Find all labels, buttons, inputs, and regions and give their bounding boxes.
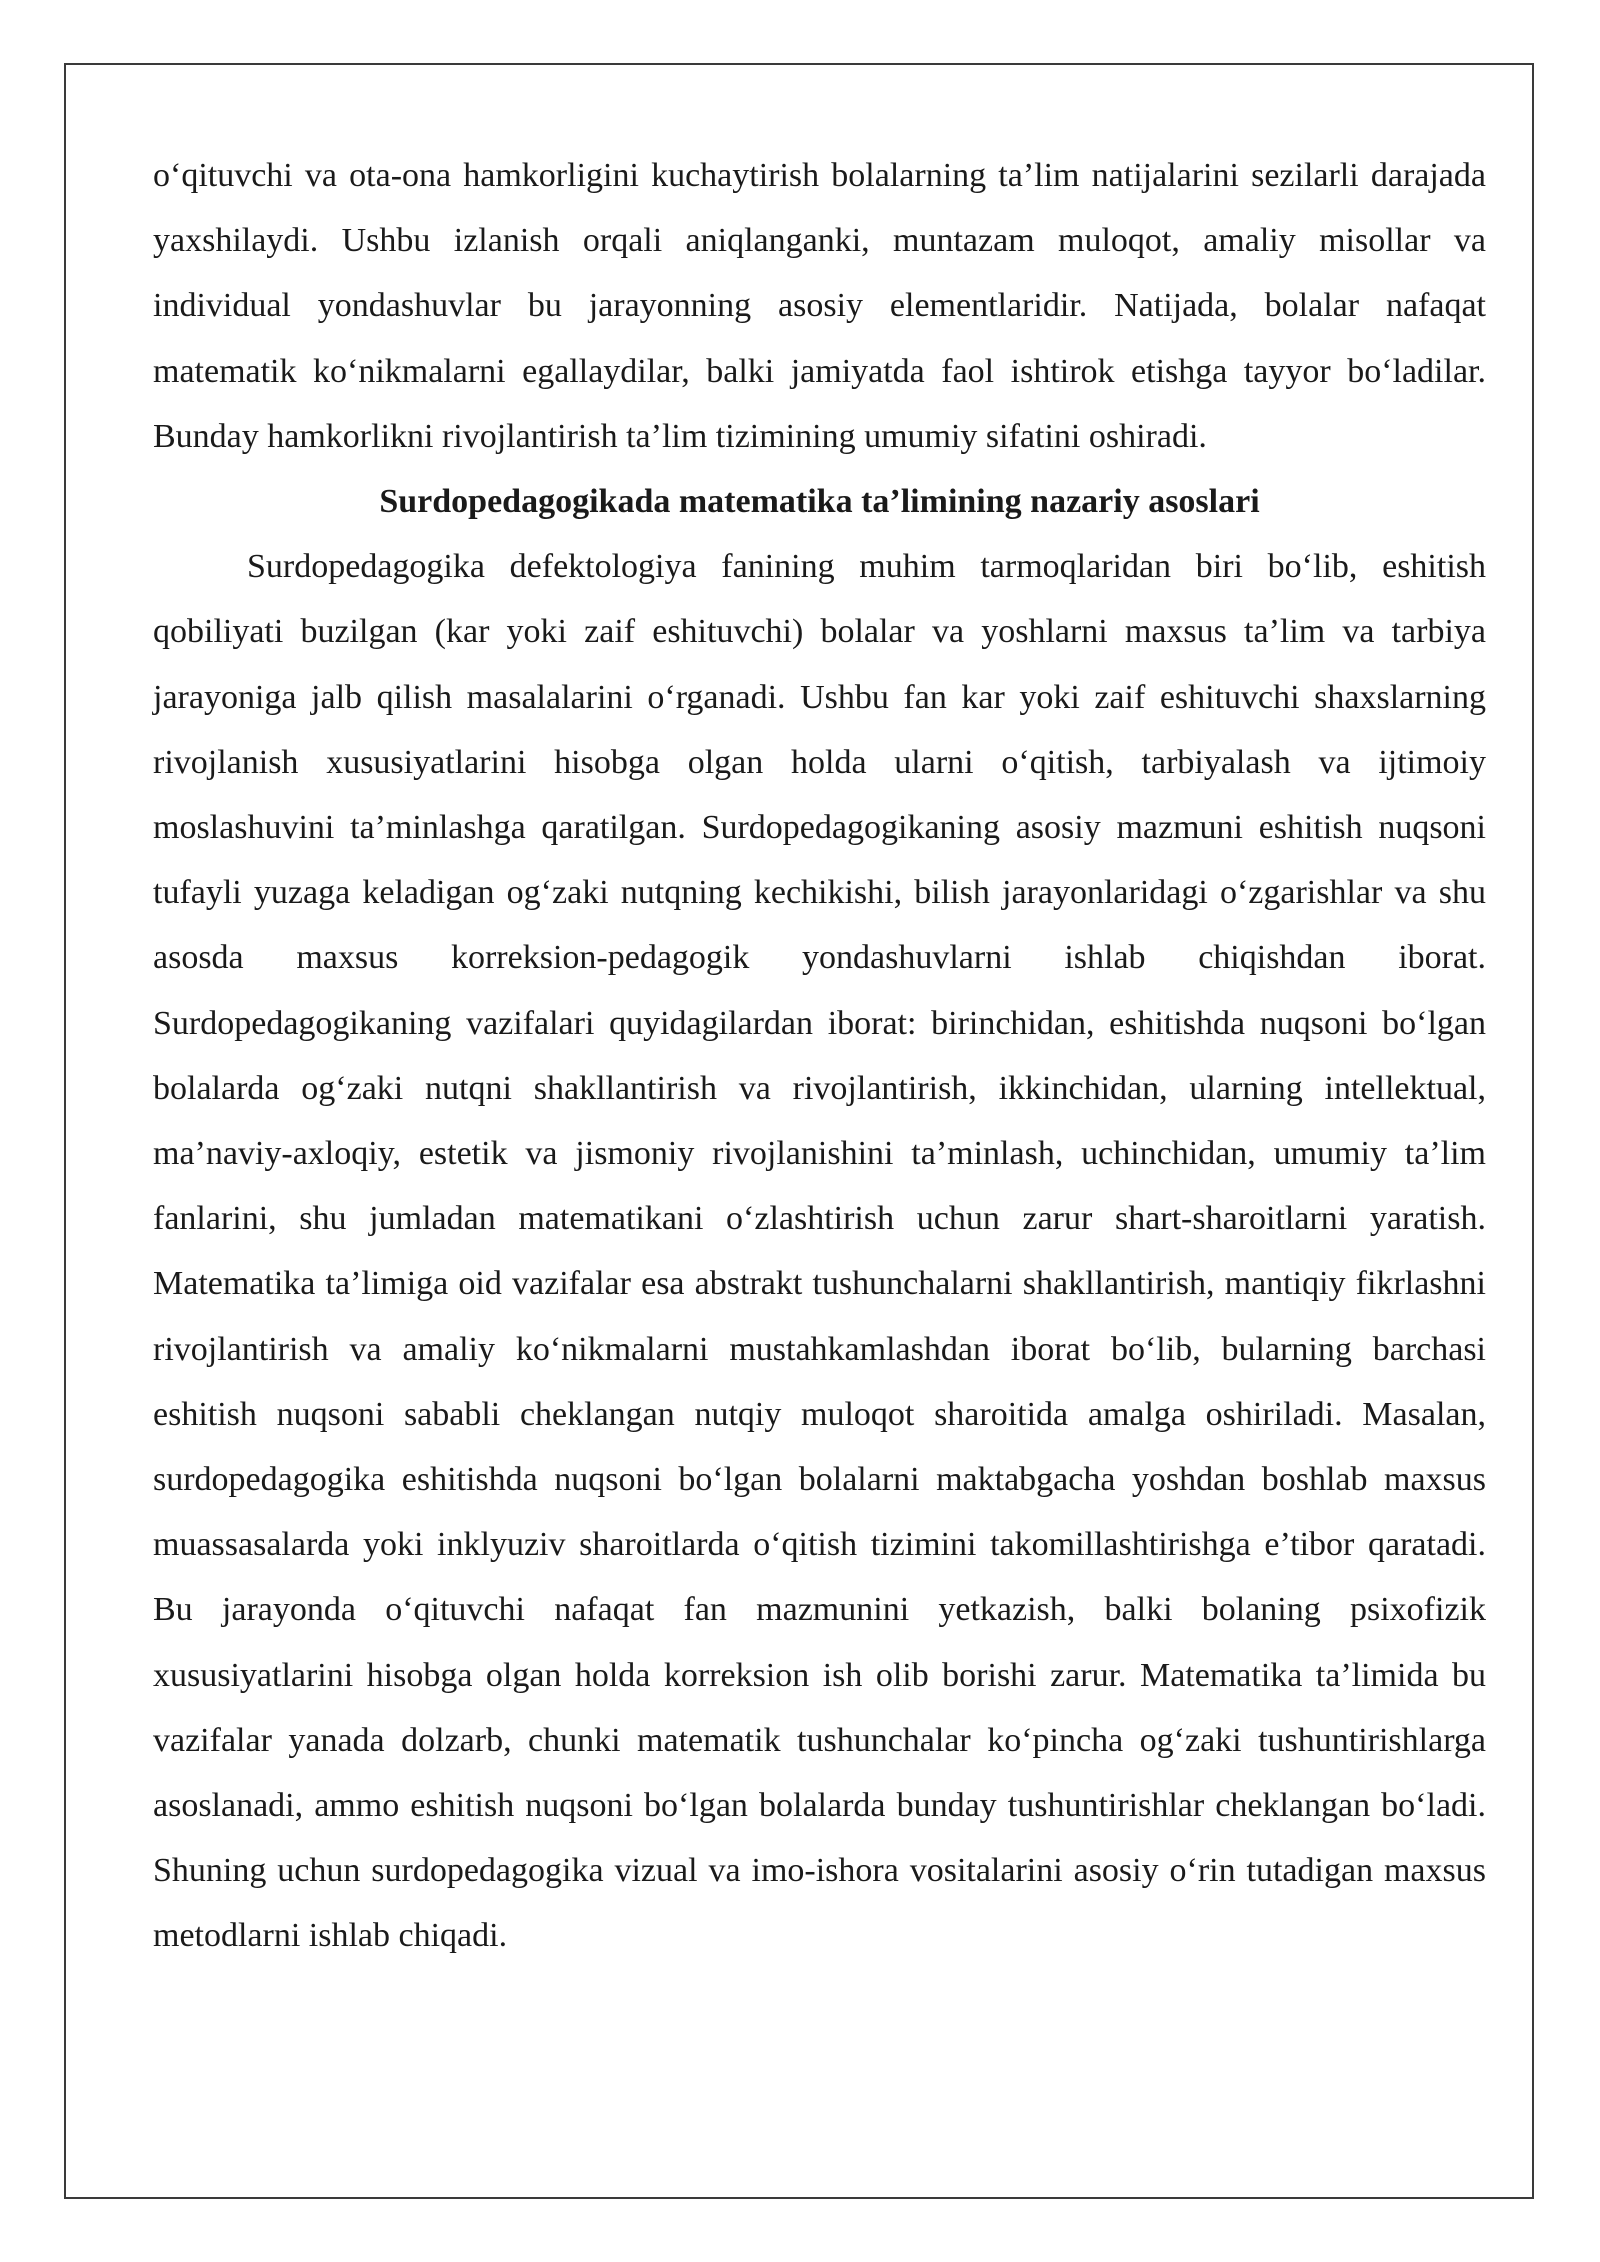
paragraph-main: Surdopedagogika defektologiya fanining muhim tarmoqlaridan biri bo‘lib, eshitish qobiliyati buzilgan (kar yoki zaif eshituvchi) bolalar va yoshlarni maxsus ta’lim va tarbiya jarayoniga jalb qilish masalalarini o‘rganadi. Ushbu fan kar yoki zaif eshituvchi shaxslarning rivojlanish xususiyatlarini hisobga olgan holda ularni o‘qitish, tarbiyalash va ijtimoiy moslashuvini ta’minlashga qaratilgan. Surdopedagogikaning asosiy mazmuni eshitish nuqsoni tufayli yuzaga keladigan og‘zaki nutqning kechikishi, bilish jarayonlaridagi o‘zgarishlar va shu asosda maxsus korreksion-pedagogik yondashuvlarni ishlab chiqishdan iborat. Surdopedagogikaning vazifalari quyidagilardan iborat: birinchidan, eshitishda nuqsoni bo‘lgan bolalarda og‘zaki nutqni shakllantirish va rivojlantirish, ikkinchidan, ularning intellektual, ma’naviy-axloqiy, estetik va jismoniy rivojlanishini ta’minlash, uchinchidan, umumiy ta’lim fanlarini, shu jumladan matematikani o‘zlashtirish uchun zarur shart-sharoitlarni yaratish. Matematika ta’limiga oid vazifalar esa abstrakt tushunchalarni shakllantirish, mantiqiy fikrlashni rivojlantirish va amaliy ko‘nikmalarni mustahkamlashdan iborat bo‘lib, bularning barchasi eshitish nuqsoni sababli cheklangan nutqiy muloqot sharoitida amalga oshiriladi. Masalan, surdopedagogika eshitishda nuqsoni bo‘lgan bolalarni maktabgacha yoshdan boshlab maxsus muassasalarda yoki inklyuziv sharoitlarda o‘qitish tizimini takomillashtirishga e’tibor qaratadi. Bu jarayonda o‘qituvchi nafaqat fan mazmunini yetkazish, balki bolaning psixofizik xususiyatlarini hisobga olgan holda korreksion ish olib borishi zarur. Matematika ta’limida bu vazifalar yanada dolzarb, chunki matematik tushunchalar ko‘pincha og‘zaki tushuntirishlarga asoslanadi, ammo eshitish nuqsoni bo‘lgan bolalarda bunday tushuntirishlar cheklangan bo‘ladi. Shuning uchun surdopedagogika vizual va imo-ishora vositalarini asosiy o‘rin tutadigan maxsus metodlarni ishlab chiqadi. <box>153 548 1486 1955</box>
paragraph-intro-continuation: o‘qituvchi va ota-ona hamkorligini kuchaytirish bolalarning ta’lim natijalarini sezilarli darajada yaxshilaydi. Ushbu izlanish orqali aniqlanganki, muntazam muloqot, amaliy misollar va individual yondashuvlar bu jarayonning asosiy elementlaridir. Natijada, bolalar nafaqat matematik ko‘nikmalarni egallaydilar, balki jamiyatda faol ishtirok etishga tayyor bo‘ladilar. Bunday hamkorlikni rivojlantirish ta’lim tizimining umumiy sifatini oshiradi. <box>153 157 1486 455</box>
document-body <box>153 143 1486 1969</box>
section-heading: Surdopedagogikada matematika ta’limining nazariy asoslari <box>379 483 1260 521</box>
